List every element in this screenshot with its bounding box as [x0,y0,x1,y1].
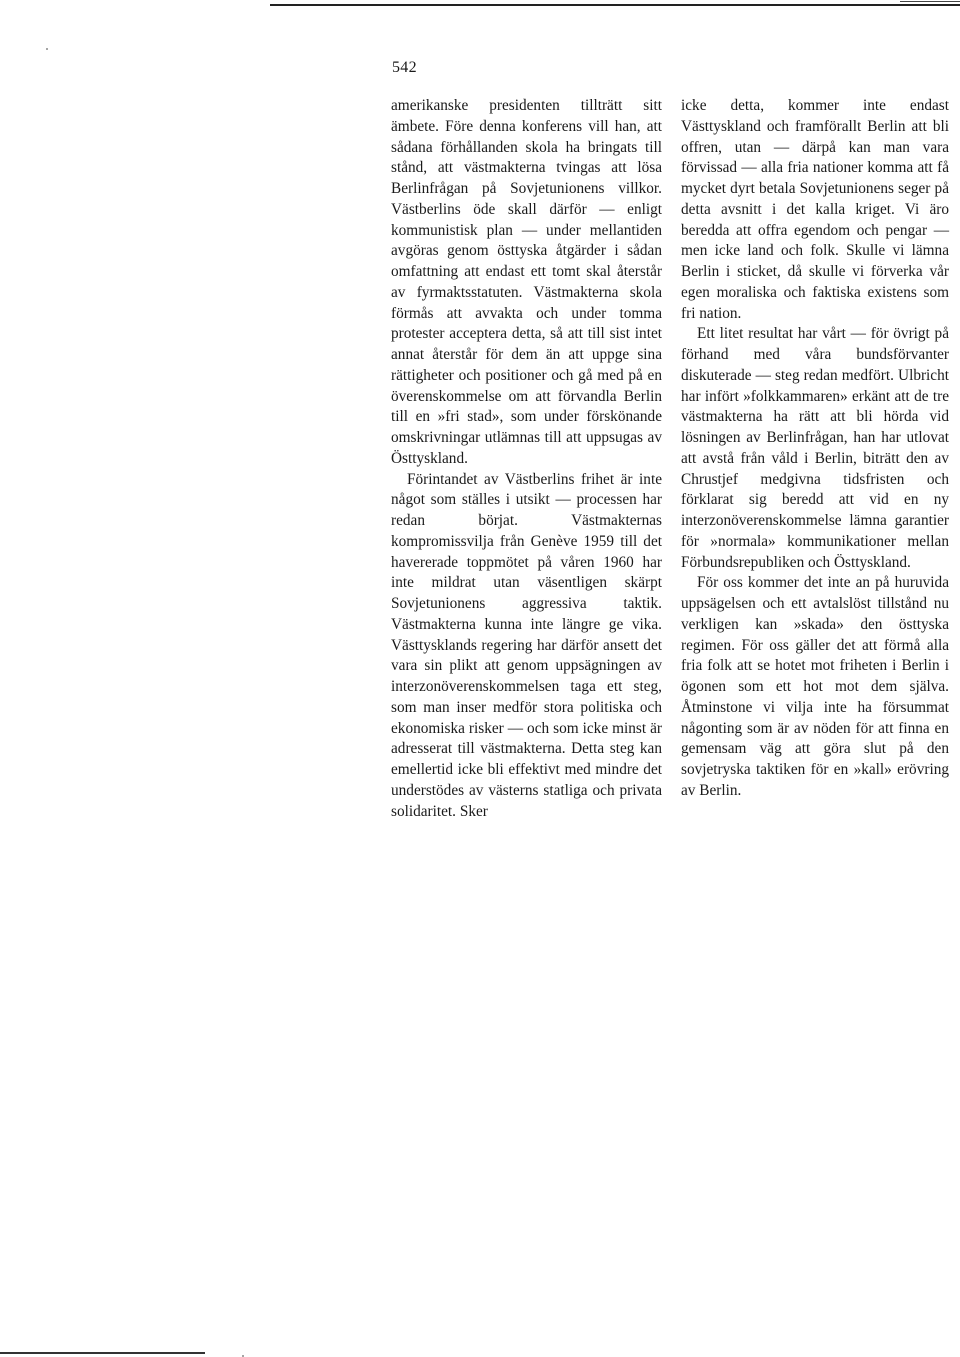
bottom-scan-rule [0,1352,205,1354]
scan-speck [46,48,48,50]
paragraph: icke detta, kommer inte endast Västtyskland och framförallt Berlin att bli offren, utan — därpå kan man vara förvissad — alla fria nationer komma att få mycket dyrt betala Sovjetunionens seger på detta avsnitt i det kalla kriget. Vi äro beredda att offra egendom och pengar — men icke land och folk. Skulle vi lämna Berlin i sticket, då skulle vi förverka vår egen moraliska och faktiska existens som fri nation. [681,97,949,322]
right-column [681,96,949,802]
left-column [391,96,662,822]
paragraph: amerikanske presidenten tillträtt sitt ämbete. Före denna konferens vill han, att sådana förhållanden skola ha bringats till stånd, att västmakterna tvingas att lösa Berlinfrågan på Sovjetunionens villkor. Västberlins öde skall därför — enligt kommunistisk plan — under mellantiden avgöras genom östtyska åtgärder i sådan omfattning att endast ett tomt skal återstår av fyrmaktsstatuten. Västmakterna skola förmås att avvakta och under tomma protester acceptera detta, så att till sist intet annat återstår för dem än att uppge sina rättigheter och positioner och gå med på en överenskommelse om att förvandla Berlin till en »fri stad», som under förskönande omskrivningar utlämnas till att uppsugas av Östtyskland. [391,97,662,467]
paragraph: Ett litet resultat har vårt — för övrigt på förhand med våra bundsförvanter diskuterade — steg redan medfört. Ulbricht har infört »folkkammaren» erkänt att de tre västmakterna ha rätt att bli hörda vid lösningen av Berlinfrågan, han har utlovat att avstå från våld i Berlin, biträtt den av Chrustjef medgivna tidsfristen och förklarat sig beredd att vid en ny interzonöverenskommelse lämna garantier för »normala» kommunikationer mellan Förbundsrepubliken och Östtyskland. [681,325,949,571]
page-number: 542 [392,59,417,76]
paragraph: För oss kommer det inte an på huruvida uppsägelsen och ett avtalslöst tillstånd nu verkligen kan »skada» den östtyska regimen. För oss gäller det att förmå alla fria folk att se hotet mot friheten i Berlin i ögonen som ett hot mot dem själva. Åtminstone vi vilja inte ha försummat någonting som är av nöden för att finna en gemensam väg att göra slut på den sovjetryska taktiken för en »kall» erövring av Berlin. [681,574,949,799]
top-scan-rule [270,4,960,6]
top-scan-rule-thin [900,1,960,2]
paragraph: Förintandet av Västberlins frihet är inte något som ställes i utsikt — processen har redan börjat. Västmakternas kompromissvilja från Genève 1959 till det havererade toppmötet på våren 1960 har inte mildrat utan väsentligen skärpt Sovjetunionens aggressiva taktik. Västmakterna kunna inte längre ge vika. Västtysklands regering har därför ansett det vara sin plikt att genom uppsägningen av interzonöverenskommelsen taga ett steg, som man inser medför stora politiska och ekonomiska risker — och som icke minst är adresserat till västmakterna. Detta steg kan emellertid icke bli effektivt med mindre det understödes av västerns statliga och privata solidaritet. Sker [391,470,662,820]
